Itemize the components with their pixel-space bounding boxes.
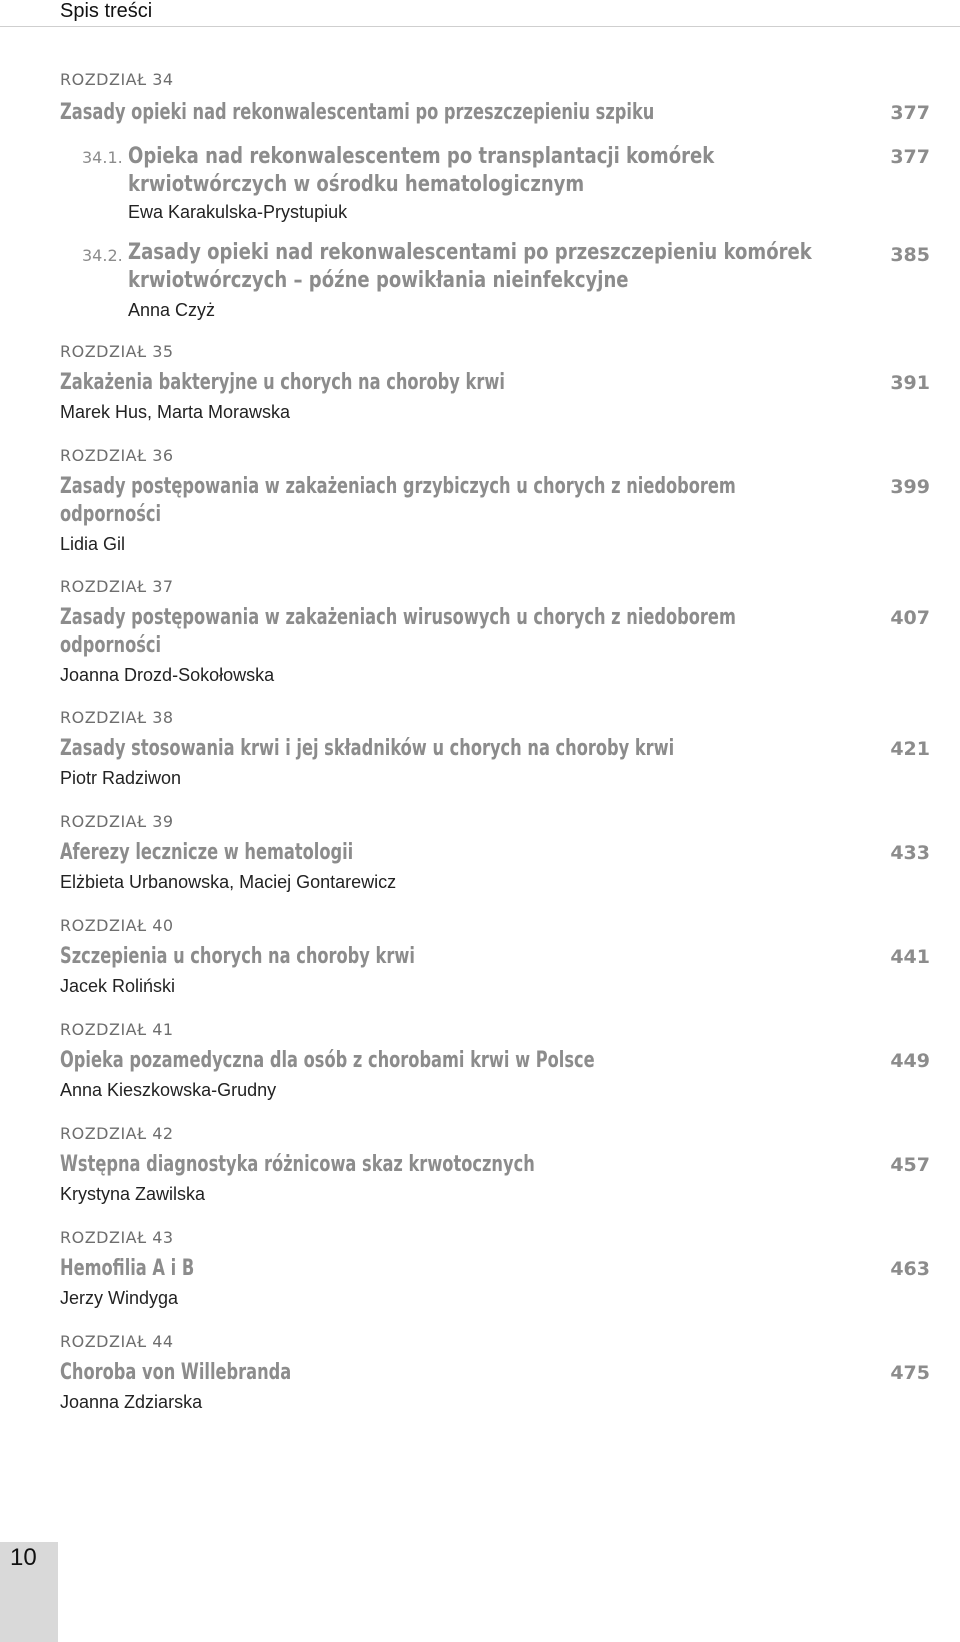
subchapter-page-number: 385 xyxy=(890,244,930,266)
chapter-label: ROZDZIAŁ 43 xyxy=(60,1228,174,1247)
chapter-author: Krystyna Zawilska xyxy=(60,1184,206,1204)
chapter-author: Jacek Roliński xyxy=(60,976,176,996)
chapter-title: Szczepienia u chorych na choroby krwi xyxy=(60,944,415,969)
chapter-title: Aferezy lecznicze w hematologii xyxy=(60,840,354,865)
chapter-title-line-2: odporności xyxy=(60,633,162,658)
chapter-label: ROZDZIAŁ 40 xyxy=(60,916,174,935)
chapter-title: Zasady stosowania krwi i jej składników u chorych na choroby krwi xyxy=(60,736,675,761)
chapter-author: Joanna Drozd-Sokołowska xyxy=(60,665,275,685)
chapter-page-number: 441 xyxy=(890,946,930,968)
subchapter-title-line-2: krwiotwórczych – późne powikłania nieinfekcyjne xyxy=(128,268,629,293)
chapter-title-line-2: odporności xyxy=(60,502,162,527)
subchapter-title-line-2: krwiotwórczych w ośrodku hematologicznym xyxy=(128,172,585,197)
subchapter-page-number: 377 xyxy=(890,146,930,168)
chapter-label: ROZDZIAŁ 42 xyxy=(60,1124,174,1143)
chapter-label: ROZDZIAŁ 44 xyxy=(60,1332,174,1351)
chapter-label: ROZDZIAŁ 35 xyxy=(60,342,174,361)
chapter-label: ROZDZIAŁ 39 xyxy=(60,812,174,831)
subchapter-author: Ewa Karakulska-Prystupiuk xyxy=(128,202,348,222)
chapter-title: Wstępna diagnostyka różnicowa skaz krwotocznych xyxy=(60,1152,535,1177)
chapter-page-number: 391 xyxy=(890,372,930,394)
chapter-title: Zakażenia bakteryjne u chorych na choroby krwi xyxy=(60,370,505,395)
chapter-title: Opieka pozamedyczna dla osób z chorobami krwi w Polsce xyxy=(60,1048,595,1073)
chapter-page-number: 399 xyxy=(890,476,930,498)
chapter-label: ROZDZIAŁ 36 xyxy=(60,446,174,465)
chapter-page-number: 457 xyxy=(890,1154,930,1176)
chapter-author: Piotr Radziwon xyxy=(60,768,182,788)
chapter-author: Lidia Gil xyxy=(60,534,126,554)
chapter-page-number: 421 xyxy=(890,738,930,760)
chapter-label: ROZDZIAŁ 34 xyxy=(60,70,174,89)
chapter-page-number: 433 xyxy=(890,842,930,864)
chapter-label: ROZDZIAŁ 41 xyxy=(60,1020,174,1039)
subchapter-number: 34.1. xyxy=(82,148,123,167)
subchapter-title-line-1: Opieka nad rekonwalescentem po transplantacji komórek xyxy=(128,144,715,169)
chapter-title: Hemofilia A i B xyxy=(60,1256,195,1281)
chapter-page-number: 449 xyxy=(890,1050,930,1072)
subchapter-author: Anna Czyż xyxy=(128,300,216,320)
chapter-label: ROZDZIAŁ 38 xyxy=(60,708,174,727)
running-header-title: Spis treści xyxy=(60,0,153,22)
chapter-author: Joanna Zdziarska xyxy=(60,1392,203,1412)
chapter-title: Choroba von Willebranda xyxy=(60,1360,292,1385)
chapter-author: Elżbieta Urbanowska, Maciej Gontarewicz xyxy=(60,872,397,892)
chapter-title-line-1: Zasady postępowania w zakażeniach wirusowych u chorych z niedoborem xyxy=(60,605,736,630)
page-number: 10 xyxy=(10,1544,37,1571)
chapter-page-number: 463 xyxy=(890,1258,930,1280)
chapter-title-line-1: Zasady postępowania w zakażeniach grzybiczych u chorych z niedoborem xyxy=(60,474,736,499)
chapter-author: Marek Hus, Marta Morawska xyxy=(60,402,291,422)
chapter-author: Anna Kieszkowska-Grudny xyxy=(60,1080,277,1100)
chapter-title: Zasady opieki nad rekonwalescentami po przeszczepieniu szpiku xyxy=(60,100,655,125)
chapter-label: ROZDZIAŁ 37 xyxy=(60,577,174,596)
running-header xyxy=(0,0,960,27)
chapter-author: Jerzy Windyga xyxy=(60,1288,179,1308)
chapter-page-number: 407 xyxy=(890,607,930,629)
chapter-page-number: 475 xyxy=(890,1362,930,1384)
subchapter-title-line-1: Zasady opieki nad rekonwalescentami po przeszczepieniu komórek xyxy=(128,240,812,265)
subchapter-number: 34.2. xyxy=(82,246,123,265)
chapter-page-number: 377 xyxy=(890,102,930,124)
